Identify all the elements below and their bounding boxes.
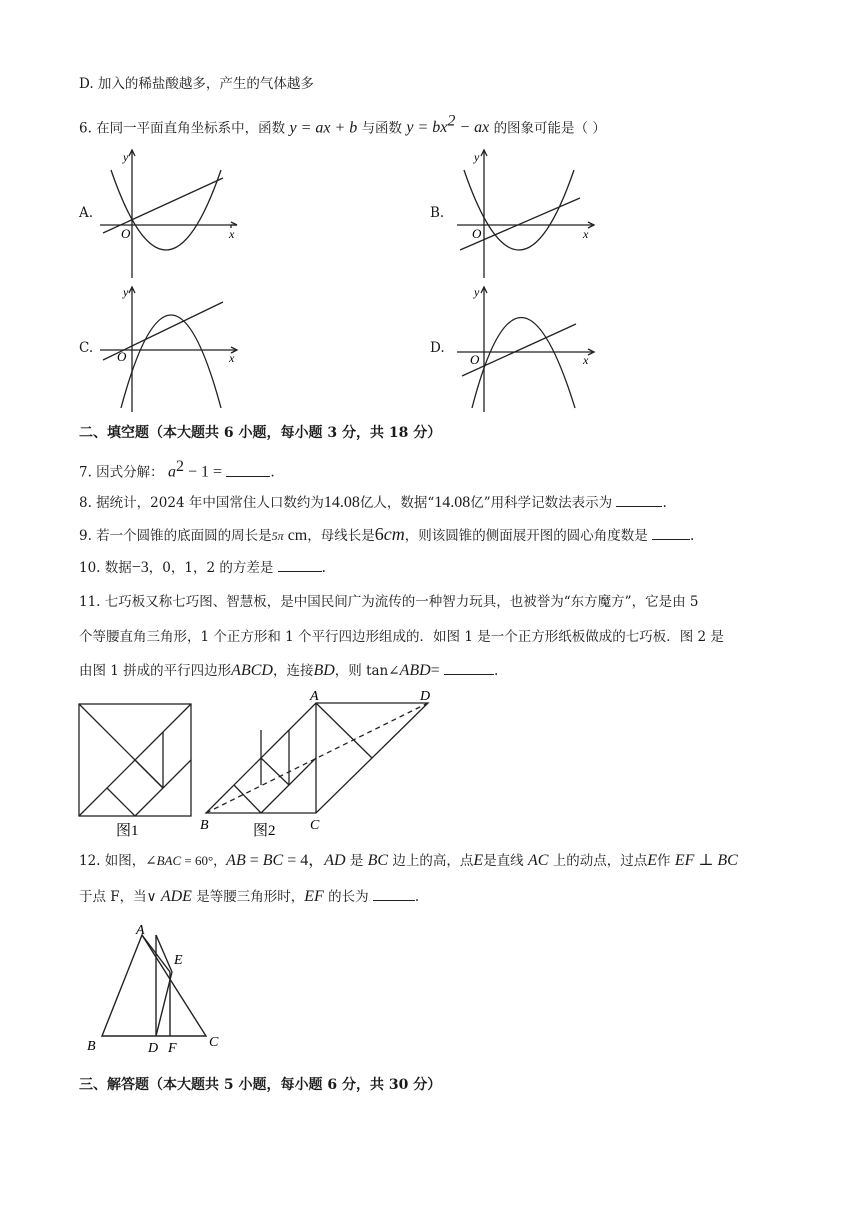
q7: 7. 因式分解： $a^2 - 1$ = . <box>79 458 275 481</box>
q11-line-2: 个等腰直角三角形，1 个正方形和 1 个平行四边形组成的．如图 1 是一个正方形纸板做成的七巧板．图 2 是 <box>79 629 724 645</box>
q9: 9. 若一个圆锥的底面圆的周长是5π cm，母线长是6cm，则该圆锥的侧面展开图的圆心角度数是 . <box>79 524 695 544</box>
figure-2-caption: 图2 <box>253 823 276 839</box>
point-f-label: F <box>168 1041 177 1056</box>
point-c-label: C <box>310 818 320 833</box>
q9-answer-blank[interactable] <box>652 525 690 540</box>
q12-line-2: 于点 F，当∨ ADE 是等腰三角形时，EF 的长为 . <box>79 888 420 905</box>
q11-line-1: 11. 七巧板又称七巧图、智慧板，是中国民间广为流传的一种智力玩具，也被誉为“东方魔方”，它是由 5 <box>79 594 699 610</box>
diagonal-bd <box>206 703 428 813</box>
origin-label: O <box>470 352 480 367</box>
q12-figure <box>84 920 234 1060</box>
section-2-heading: 二、填空题（本大题共 6 小题，每小题 3 分，共 18 分） <box>79 425 442 441</box>
q6-graph-a <box>95 145 245 280</box>
point-a-label: A <box>310 689 319 704</box>
point-e-label: E <box>174 953 183 968</box>
q10-answer-blank[interactable] <box>278 557 322 572</box>
origin-label: O <box>121 226 131 241</box>
q11-line-3: 由图 1 拼成的平行四边形ABCD，连接BD，则 tan∠ABD= . <box>79 662 499 679</box>
y-label: y <box>123 150 129 164</box>
q7-answer-blank[interactable] <box>226 462 270 477</box>
origin-label: O <box>117 349 127 364</box>
parabola <box>121 315 221 408</box>
q11-figure-1 <box>78 703 194 841</box>
q6-option-d-label: D. <box>430 340 445 356</box>
q6-option-c-label: C. <box>79 340 94 356</box>
point-d-label: D <box>420 689 431 704</box>
q6-graph-c <box>95 282 245 414</box>
q6-graph-b <box>452 145 602 280</box>
line <box>462 324 576 376</box>
q6-option-b-label: B. <box>430 205 445 221</box>
y-label: y <box>123 285 129 299</box>
q12-line-1: 12. 如图，∠BAC = 60°，AB = BC = 4，AD 是 BC 边上的高，点E是直线 AC 上的动点，过点E作 EF ⊥ BC <box>79 852 738 869</box>
q6-graph-d <box>452 282 602 414</box>
q11-answer-blank[interactable] <box>444 660 494 675</box>
point-c-label: C <box>209 1035 219 1050</box>
q6-function-linear: y = ax + b <box>289 119 358 137</box>
y-label: y <box>474 150 480 164</box>
point-a-label: A <box>136 923 145 938</box>
x-label: x <box>583 353 589 367</box>
section-3-heading: 三、解答题（本大题共 5 小题，每小题 6 分，共 30 分） <box>79 1077 442 1093</box>
x-label: x <box>229 227 235 241</box>
q8: 8. 据统计，2024 年中国常住人口数约为14.08亿人，数据“14.08亿”用科学记数法表示为 . <box>79 494 667 511</box>
x-label: x <box>229 351 235 365</box>
point-b-label: B <box>200 818 209 833</box>
x-label: x <box>583 227 589 241</box>
q6-stem: 6. 在同一平面直角坐标系中，函数 y = ax + b 与函数 $y = bx^2$ − ax 的图象可能是（ ） <box>79 113 606 137</box>
q12-answer-blank[interactable] <box>373 886 415 901</box>
q6-option-a-label: A. <box>79 205 94 221</box>
y-label: y <box>474 285 480 299</box>
q11-figure-2 <box>198 686 438 844</box>
point-b-label: B <box>87 1039 96 1054</box>
point-d-label: D <box>148 1041 159 1056</box>
origin-label: O <box>472 226 482 241</box>
q5-option-d: D. 加入的稀盐酸越多，产生的气体越多 <box>79 76 314 92</box>
q8-answer-blank[interactable] <box>616 492 662 507</box>
figure-1-caption: 图1 <box>116 823 139 839</box>
q10: 10. 数据−3，0，1，2 的方差是 . <box>79 559 326 576</box>
q6-function-quadratic: $y = bx^2$ − ax <box>406 113 490 137</box>
